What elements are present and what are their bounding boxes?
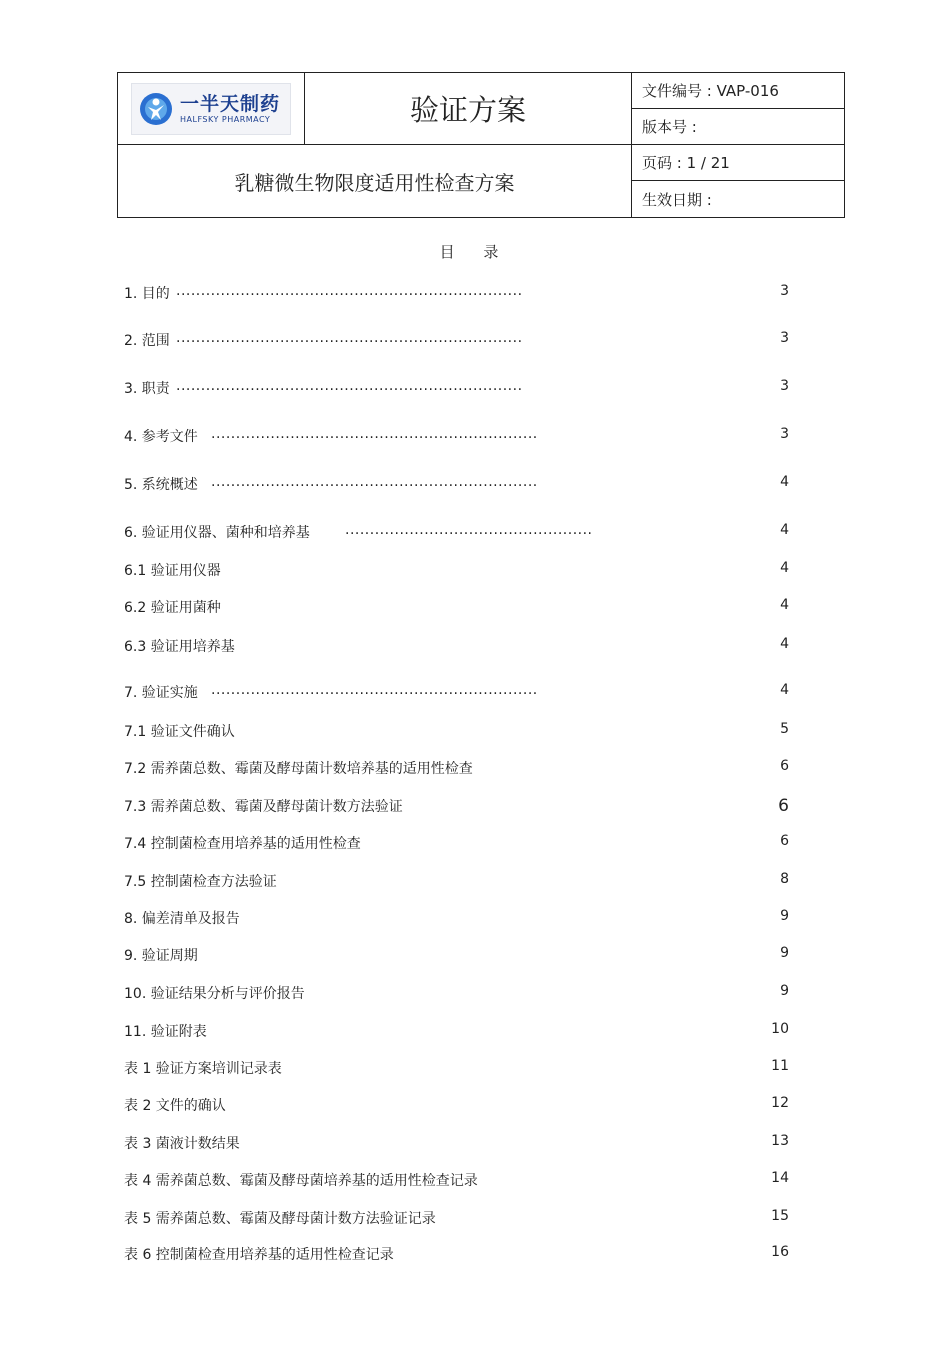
toc-entry[interactable] [124,1170,789,1190]
toc-entry[interactable] [124,908,789,928]
toc-entry-page: 10 [771,1021,789,1037]
toc-leader-dots: .................................................................. [211,682,538,698]
toc-entry-label: 10. 验证结果分析与评价报告 [124,986,305,1002]
toc-entry-label: 1. 目的 [124,286,170,302]
document-subtitle: 乳糖微生物限度适用性检查方案 [118,145,632,217]
toc-entry[interactable] [124,796,789,816]
toc-entry[interactable] [124,721,789,741]
toc-entry-label: 9. 验证周期 [124,948,198,964]
toc-heading: 目 录 [439,243,511,261]
version-number: 版本号 : [632,109,844,145]
toc-leader-dots: .................................................................. [211,474,538,490]
toc-entry-page: 4 [780,474,789,490]
toc-leader-dots: .................................................. [345,522,593,538]
toc-entry-page: 9 [780,908,789,924]
toc-entry-label: 表 4 需养菌总数、霉菌及酵母菌培养基的适用性检查记录 [124,1173,478,1189]
toc-entry-page: 9 [780,983,789,999]
toc-entry-page: 6 [778,796,789,816]
toc-entry-label: 表 2 文件的确认 [124,1098,226,1114]
toc-entry[interactable] [124,983,789,1003]
toc-entry[interactable] [124,378,789,398]
toc-entry[interactable] [124,833,789,853]
toc-entry[interactable] [124,945,789,965]
toc-entry-page: 3 [780,330,789,346]
toc-entry-label: 11. 验证附表 [124,1024,207,1040]
toc-entry-label: 6.3 验证用培养基 [124,639,235,655]
toc-entry-label: 6.1 验证用仪器 [124,563,221,579]
toc-entry-page: 9 [780,945,789,961]
toc-entry-page: 4 [780,522,789,538]
toc-entry[interactable] [124,1208,789,1228]
toc-entry-label: 7.1 验证文件确认 [124,724,235,740]
logo-mark-icon [138,91,174,127]
toc-entry-label: 表 3 菌液计数结果 [124,1136,240,1152]
toc-entry[interactable] [124,1021,789,1041]
toc-entry[interactable] [124,1133,789,1153]
toc-entry-page: 11 [771,1058,789,1074]
toc-entry-label: 2. 范围 [124,333,170,349]
toc-entry-page: 6 [780,758,789,774]
toc-leader-dots: ...................................................................... [176,283,523,299]
toc-entry-page: 4 [780,597,789,613]
toc-entry[interactable] [124,597,789,617]
toc-entry-page: 3 [780,378,789,394]
toc-entry-page: 13 [771,1133,789,1149]
toc-entry[interactable] [124,560,789,580]
toc-entry-label: 7. 验证实施 [124,685,198,701]
toc-entry-page: 12 [771,1095,789,1111]
toc-entry-label: 8. 偏差清单及报告 [124,911,240,927]
logo-english-text: HALFSKY PHARMACY [180,114,271,124]
toc-entry-page: 3 [780,283,789,299]
toc-leader-dots: .................................................................. [211,426,538,442]
effective-date: 生效日期 : [642,190,712,209]
toc-entry-label: 5. 系统概述 [124,477,198,493]
toc-entry[interactable] [124,1095,789,1115]
logo-chinese-text: 一半天制药 [180,92,281,115]
toc-entry[interactable] [124,283,789,303]
logo-cell [118,73,305,145]
toc-entry[interactable] [124,1244,789,1264]
toc-entry[interactable] [124,758,789,778]
toc-entry-page: 3 [780,426,789,442]
toc-entry[interactable] [124,426,789,446]
file-number: 文件编号 : VAP-016 [632,73,844,109]
document-type-title: 验证方案 [305,73,632,145]
toc-entry-label: 3. 职责 [124,381,170,397]
toc-entry-label: 表 1 验证方案培训记录表 [124,1061,282,1077]
toc-entry-page: 16 [771,1244,789,1260]
toc-entry-label: 7.5 控制菌检查方法验证 [124,874,277,890]
page-number: 页码 : 1 / 21 [632,145,844,181]
toc-entry-label: 7.2 需养菌总数、霉菌及酵母菌计数培养基的适用性检查 [124,761,473,777]
toc-entry-label: 7.4 控制菌检查用培养基的适用性检查 [124,836,361,852]
toc-leader-dots: ...................................................................... [176,378,523,394]
toc-entry[interactable] [124,330,789,350]
toc-entry-label: 6.2 验证用菌种 [124,600,221,616]
toc-entry[interactable] [124,474,789,494]
toc-entry[interactable] [124,871,789,891]
toc-entry-page: 8 [780,871,789,887]
toc-entry[interactable] [124,682,789,702]
toc-entry-page: 4 [780,682,789,698]
toc-entry-label: 4. 参考文件 [124,429,198,445]
toc-entry-page: 6 [780,833,789,849]
toc-entry-label: 6. 验证用仪器、菌种和培养基 [124,525,310,541]
toc-entry-page: 14 [771,1170,789,1186]
toc-entry[interactable] [124,1058,789,1078]
toc-entry-label: 表 5 需养菌总数、霉菌及酵母菌计数方法验证记录 [124,1211,436,1227]
toc-entry-label: 7.3 需养菌总数、霉菌及酵母菌计数方法验证 [124,799,403,815]
toc-entry[interactable] [124,522,789,542]
toc-entry-page: 5 [780,721,789,737]
company-logo [131,83,291,135]
toc-entry-page: 4 [780,636,789,652]
toc-entry-page: 15 [771,1208,789,1224]
toc-entry[interactable] [124,636,789,656]
toc-leader-dots: ...................................................................... [176,330,523,346]
toc-entry-label: 表 6 控制菌检查用培养基的适用性检查记录 [124,1247,394,1263]
toc-entry-page: 4 [780,560,789,576]
document-header [117,72,845,218]
